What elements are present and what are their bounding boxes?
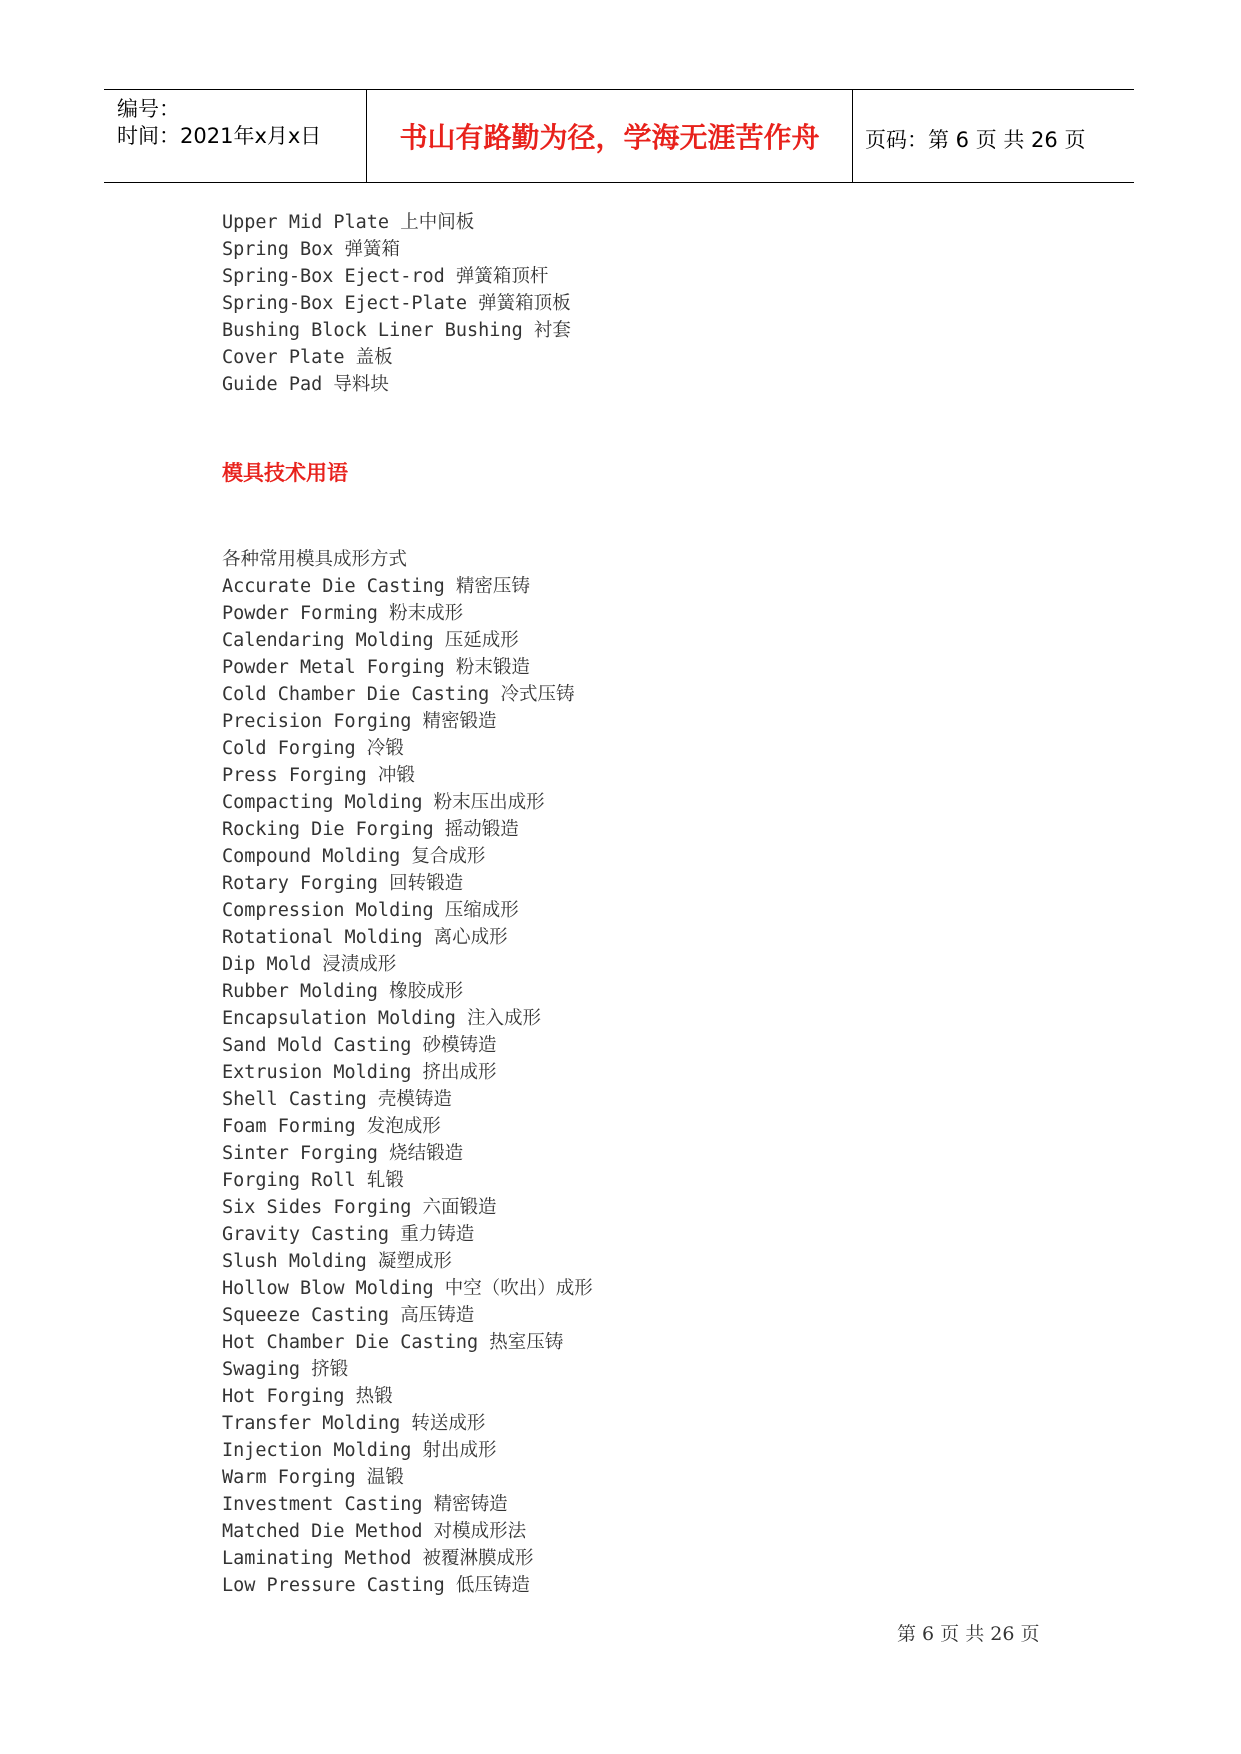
term-line: Rotary Forging 回转锻造 <box>222 873 464 894</box>
page-footer: 第 6 页 共 26 页 <box>897 1623 1040 1645</box>
term-line: Sinter Forging 烧结锻造 <box>222 1143 464 1164</box>
term-line: Warm Forging 温锻 <box>222 1467 404 1488</box>
term-line: Cold Forging 冷锻 <box>222 738 404 759</box>
term-line: Compacting Molding 粉末压出成形 <box>222 792 545 813</box>
term-line: Rocking Die Forging 摇动锻造 <box>222 819 519 840</box>
term-line: Transfer Molding 转送成形 <box>222 1413 486 1434</box>
term-line: Compression Molding 压缩成形 <box>222 900 519 921</box>
term-line: Hot Forging 热锻 <box>222 1386 393 1407</box>
term-line: Matched Die Method 对模成形法 <box>222 1521 527 1542</box>
document-time-label: 时间：2021年x月x日 <box>117 124 322 148</box>
term-line: Press Forging 冲锻 <box>222 765 415 786</box>
term-line: Rotational Molding 离心成形 <box>222 927 508 948</box>
header-middle-cell <box>367 90 853 182</box>
term-line: Spring-Box Eject-Plate 弹簧箱顶板 <box>222 293 571 314</box>
header-motto: 书山有路勤为径，学海无涯苦作舟 <box>399 121 820 154</box>
term-line: Swaging 挤锻 <box>222 1359 349 1380</box>
term-line: Cold Chamber Die Casting 冷式压铸 <box>222 684 575 705</box>
term-line: Dip Mold 浸渍成形 <box>222 954 397 975</box>
term-line: Injection Molding 射出成形 <box>222 1440 497 1461</box>
term-line: Upper Mid Plate 上中间板 <box>222 212 475 233</box>
term-line: Spring Box 弹簧箱 <box>222 239 401 260</box>
section-heading: 模具技术用语 <box>222 461 348 485</box>
header-page-label: 页码：第 6 页 共 26 页 <box>865 128 1086 152</box>
terms-main-list <box>222 546 1122 1599</box>
term-line: Six Sides Forging 六面锻造 <box>222 1197 497 1218</box>
term-line: Investment Casting 精密铸造 <box>222 1494 508 1515</box>
term-line: Cover Plate 盖板 <box>222 347 393 368</box>
term-line: Guide Pad 导料块 <box>222 374 389 395</box>
header-right-cell <box>853 90 1134 182</box>
page-header <box>104 89 1134 183</box>
term-line: Forging Roll 轧锻 <box>222 1170 404 1191</box>
term-line: Squeeze Casting 高压铸造 <box>222 1305 475 1326</box>
term-line: Powder Forming 粉末成形 <box>222 603 464 624</box>
header-left-cell <box>104 90 367 182</box>
term-line: Accurate Die Casting 精密压铸 <box>222 576 530 597</box>
term-line: Sand Mold Casting 砂模铸造 <box>222 1035 497 1056</box>
term-line: 各种常用模具成形方式 <box>222 549 408 570</box>
term-line: Encapsulation Molding 注入成形 <box>222 1008 542 1029</box>
term-line: Spring-Box Eject-rod 弹簧箱顶杆 <box>222 266 549 287</box>
term-line: Powder Metal Forging 粉末锻造 <box>222 657 530 678</box>
term-line: Precision Forging 精密锻造 <box>222 711 497 732</box>
term-line: Laminating Method 被覆淋膜成形 <box>222 1548 534 1569</box>
terms-top-list <box>222 209 1122 398</box>
term-line: Gravity Casting 重力铸造 <box>222 1224 475 1245</box>
term-line: Rubber Molding 橡胶成形 <box>222 981 464 1002</box>
term-line: Bushing Block Liner Bushing 衬套 <box>222 320 571 341</box>
term-line: Hollow Blow Molding 中空（吹出）成形 <box>222 1278 593 1299</box>
term-line: Compound Molding 复合成形 <box>222 846 486 867</box>
document-number-label: 编号： <box>117 97 180 121</box>
term-line: Shell Casting 壳模铸造 <box>222 1089 452 1110</box>
term-line: Low Pressure Casting 低压铸造 <box>222 1575 530 1596</box>
term-line: Extrusion Molding 挤出成形 <box>222 1062 497 1083</box>
term-line: Slush Molding 凝塑成形 <box>222 1251 452 1272</box>
term-line: Foam Forming 发泡成形 <box>222 1116 441 1137</box>
term-line: Hot Chamber Die Casting 热室压铸 <box>222 1332 564 1353</box>
term-line: Calendaring Molding 压延成形 <box>222 630 519 651</box>
